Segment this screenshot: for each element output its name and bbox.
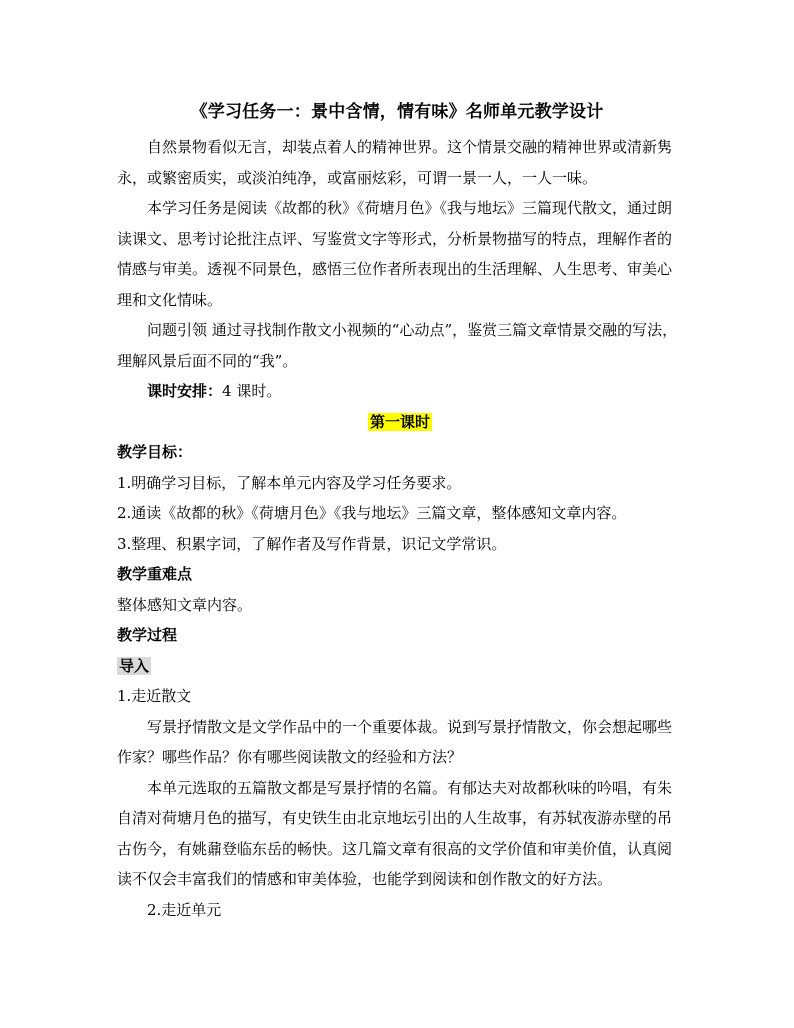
intro-paragraph-3: 问题引领 通过寻找制作散文小视频的“心动点”，鉴赏三篇文章情景交融的写法，理解风景后面不同的“我”。 [117,321,678,370]
lesson-1-heading-line [117,407,683,438]
intro-paragraph-2: 本学习任务是阅读《故都的秋》《荷塘月色》《我与地坛》三篇现代散文，通过朗读课文、思考讨论批注点评、写鉴赏文字等形式，分析景物描写的特点，理解作者的情感与审美。透视不同景色，感悟三位作者所表现出的生活理解、人生思考、审美心理和文化情味。 [117,199,673,309]
step-1-title: 1.走近散文 [117,687,192,705]
step-2-title: 2.走近单元 [147,900,222,919]
schedule-label: 课时安排： [147,382,223,400]
goals-heading: 教学目标： [117,443,193,461]
goal-item: 1.明确学习目标，了解本单元内容及学习任务要求。 [117,473,462,492]
document-title: 《学习任务一：景中含情，情有味》名师单元教学设计 [190,102,604,122]
intro-section-label: 导入 [119,656,150,675]
step-1-paragraph-1: 写景抒情散文是文学作品中的一个重要体裁。说到写景抒情散文，你会想起哪些作家？哪些作品？你有哪些阅读散文的经验和方法？ [117,717,673,766]
lesson-1-heading: 第一课时 [369,412,430,431]
goal-item: 3.整理、积累字词，了解作者及写作背景，识记文学常识。 [117,534,507,553]
key-points-text: 整体感知文章内容。 [117,595,253,614]
step-1-paragraph-2: 本单元选取的五篇散文都是写景抒情的名篇。有郁达夫对故都秋味的吟唱，有朱自清对荷塘月色的描写，有史铁生由北京地坛引出的人生故事，有苏轼夜游赤壁的吊古伤今，有姚鼐登临东岳的畅快。这几篇文章有很高的文学价值和审美价值，认真阅读不仅会丰富我们的情感和审美体验，也能学到阅读和创作散文的好方法。 [117,778,673,888]
document-body [117,132,683,925]
goal-item: 2.通读《故都的秋》《荷塘月色》《我与地坛》三篇文章，整体感知文章内容。 [117,504,627,522]
key-points-heading: 教学重难点 [117,565,193,583]
intro-paragraph-1: 自然景物看似无言，却装点着人的精神世界。这个情景交融的精神世界或清新隽永，或繁密质实，或淡泊纯净，或富丽炫彩，可谓一景一人，一人一味。 [117,138,673,187]
schedule-line [117,376,683,407]
intro-section-line [117,651,683,682]
process-heading: 教学过程 [117,626,178,644]
schedule-value: 4 课时。 [222,382,282,400]
